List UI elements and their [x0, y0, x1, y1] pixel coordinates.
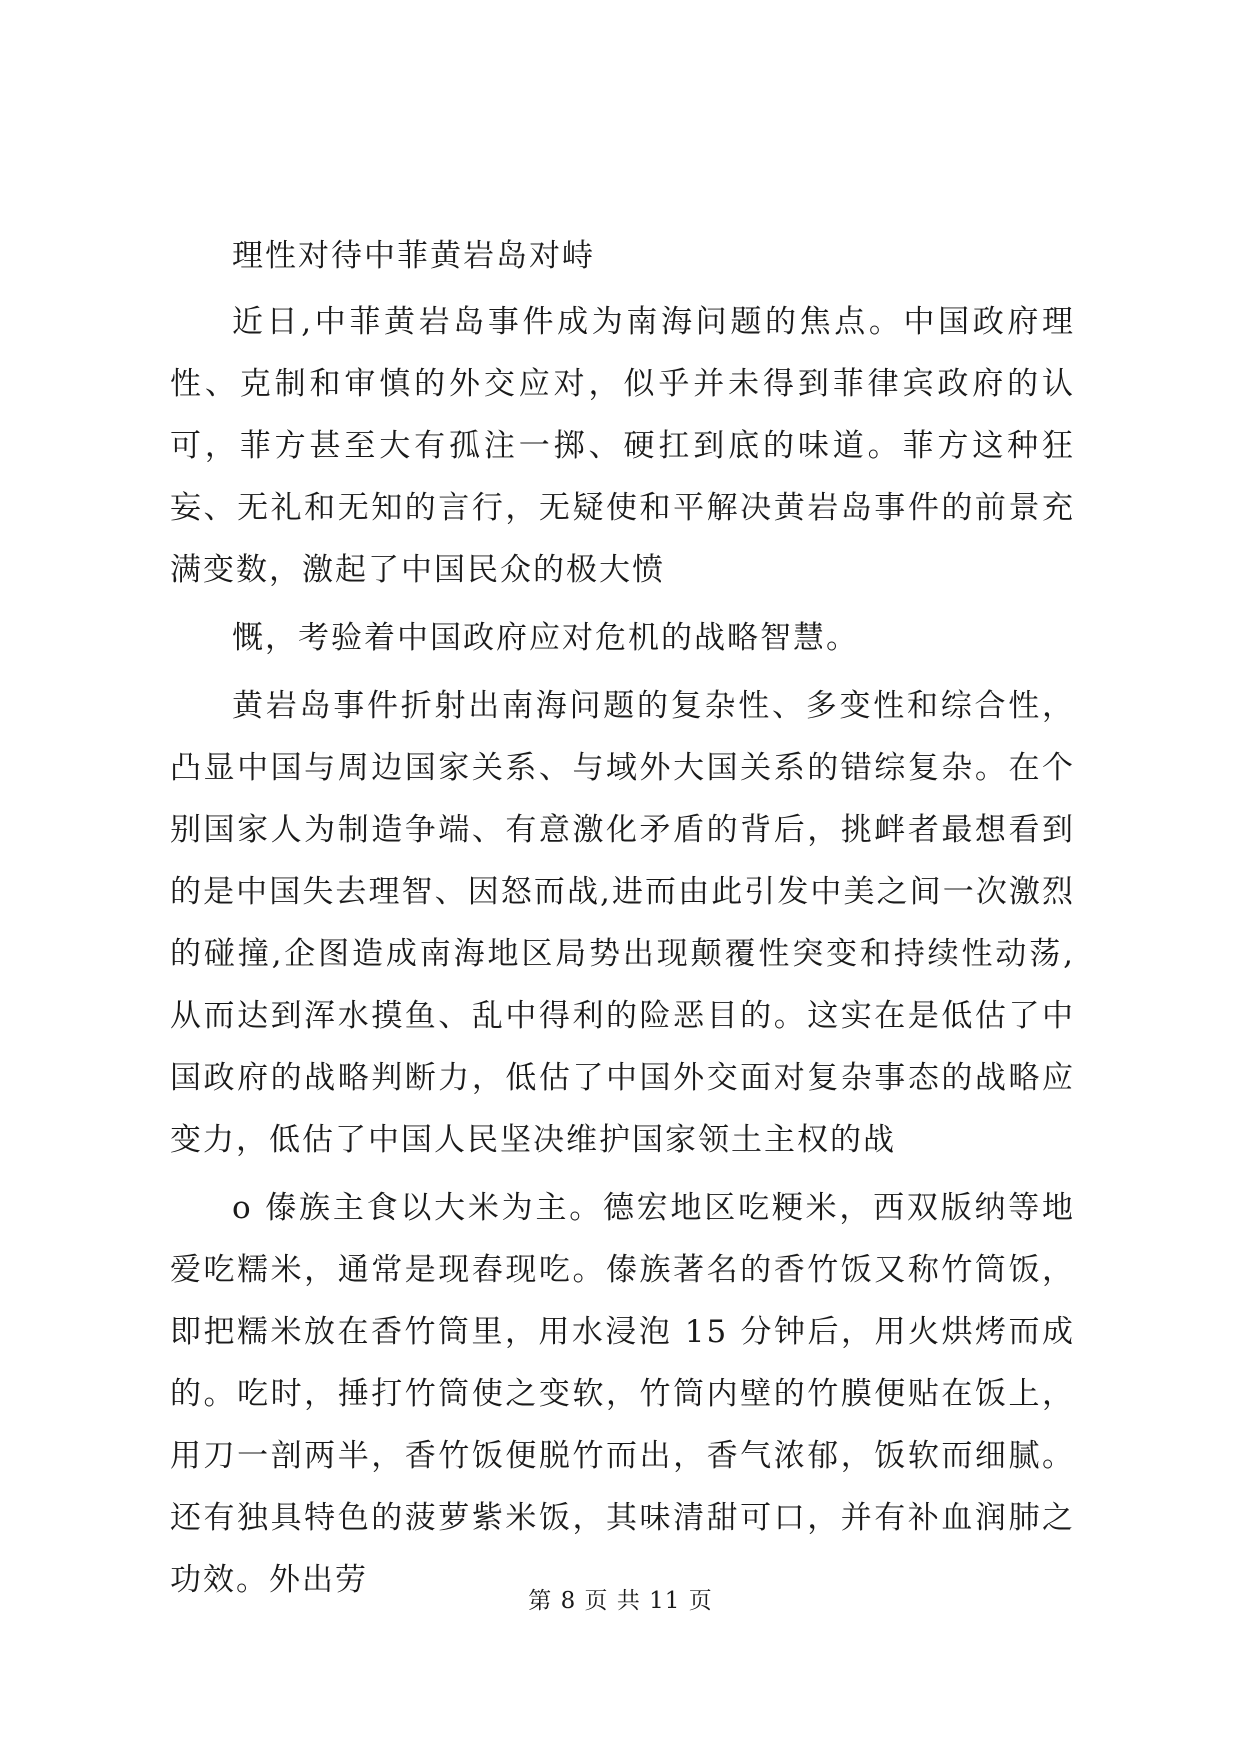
document-body: [170, 225, 1075, 1617]
page-footer: 第 8 页 共 11 页: [528, 1588, 713, 1614]
paragraph-intro: 近日,中菲黄岩岛事件成为南海问题的焦点。中国政府理性、克制和审慎的外交应对，似乎并未得到菲律宾政府的认可，菲方甚至大有孤注一掷、硬扛到底的味道。菲方这种狂妄、无礼和无知的言行，无疑使和平解决黄岩岛事件的前景充满变数，激起了中国民众的极大愤: [170, 304, 1075, 588]
paragraph-analysis: 黄岩岛事件折射出南海问题的复杂性、多变性和综合性，凸显中国与周边国家关系、与域外大国关系的错综复杂。在个别国家人为制造争端、有意激化矛盾的背后，挑衅者最想看到的是中国失去理智、因怒而战,进而由此引发中美之间一次激烈的碰撞,企图造成南海地区局势出现颠覆性突变和持续性动荡,从而达到浑水摸鱼、乱中得利的险恶目的。这实在是低估了中国政府的战略判断力，低估了中国外交面对复杂事态的战略应变力，低估了中国人民坚决维护国家领土主权的战: [170, 688, 1075, 1158]
paragraph-dai-food: o 傣族主食以大米为主。德宏地区吃粳米，西双版纳等地爱吃糯米，通常是现舂现吃。傣族著名的香竹饭又称竹筒饭，即把糯米放在香竹筒里，用水浸泡 15 分钟后，用火烘烤而成的。吃时，捶打竹筒使之变软，竹筒内壁的竹膜便贴在饭上，用刀一剖两半，香竹饭便脱竹而出，香气浓郁，饭软而细腻。还有独具特色的菠萝紫米饭，其味清甜可口，并有补血润肺之功效。外出劳: [170, 1190, 1075, 1598]
document-title: 理性对待中菲黄岩岛对峙: [232, 238, 595, 274]
paragraph-continuation: 慨，考验着中国政府应对危机的战略智慧。: [232, 620, 859, 656]
